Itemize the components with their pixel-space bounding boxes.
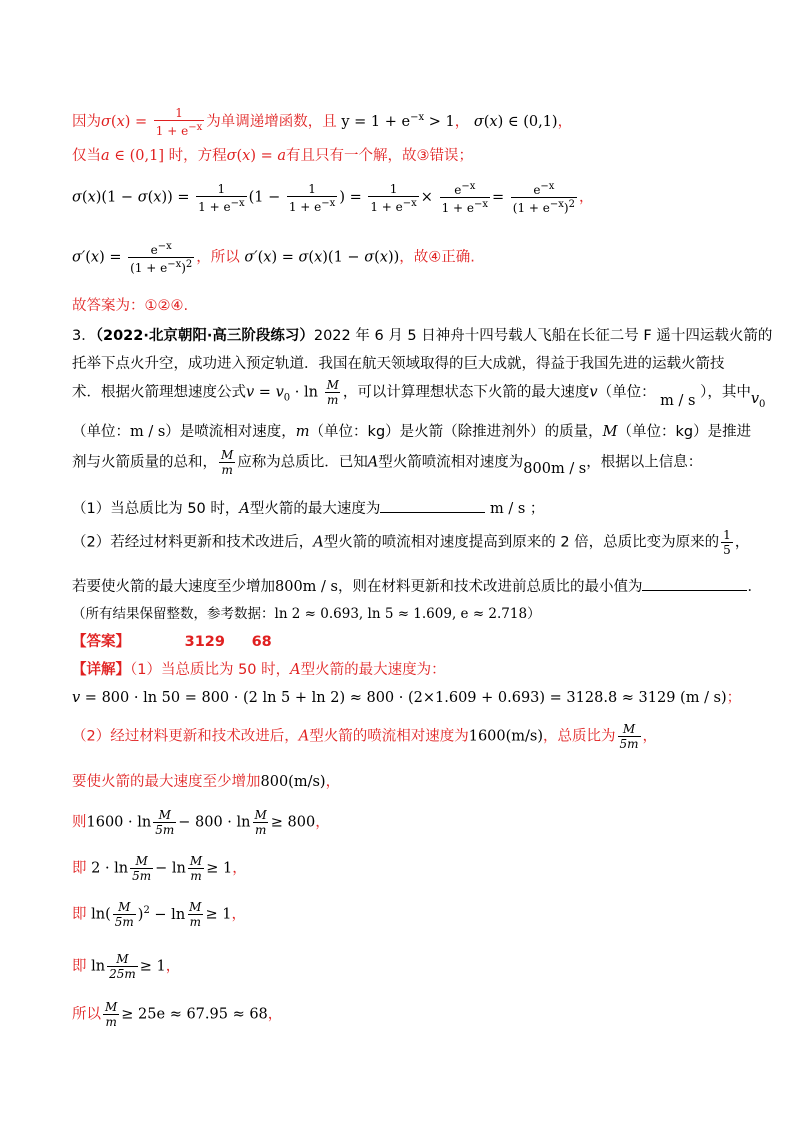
math: m / s [485,501,530,517]
text: 型火箭喷流相对速度为 [378,454,524,471]
math: 1600(m/s) [468,728,544,745]
math: ln 2 ≈ 0.693, ln 5 ≈ 1.609, e ≈ 2.718 [274,606,528,622]
math: σ′ [244,249,258,266]
math: σ [137,189,148,206]
math: v [246,384,255,401]
question-3-part-2 [72,528,750,564]
math: 0 [283,392,291,404]
text: （2）经过材料更新和技术改进后， [72,728,299,745]
question-3-part-2-cont [72,576,762,597]
text: ， [315,814,330,831]
text: （单位： [597,384,656,401]
text: （1）当总质比为 50 时， [72,501,240,517]
answer-label: 【答案】 [72,634,130,650]
math: x [87,189,96,206]
fraction: $\frac{M}{5m}$ [619,722,639,751]
fraction: $\frac{M}{m}$ [221,448,234,477]
math: 2 · ln [91,860,129,877]
text: ， [325,774,341,790]
math: A [290,662,301,678]
math: 800(m/s) [260,774,326,790]
question-3-line-1 [72,326,773,346]
math: $v_0$ [750,390,766,410]
text: ），其中 [700,384,751,401]
math: σ [72,189,82,206]
text: ， [267,1006,283,1023]
math: σ [298,249,309,266]
text: 应称为总质比．已知 [237,454,368,471]
math: ( [81,189,88,206]
text: 所以 [72,1006,101,1023]
math: ) = [124,114,148,130]
math: m [295,424,310,440]
fraction: $\frac{1}{5}$ [723,528,731,557]
math: v [275,384,284,401]
math: x [116,114,125,130]
math: × [420,189,433,206]
text: ， [231,906,246,923]
text: ，则在材料更新和技术改进前总质比的最小值为 [337,579,643,595]
fraction: $\frac{e^{-x}}{(1 + e^{-x})^2}$ [512,181,575,215]
fraction: $\frac{M}{m}$ [189,854,203,883]
detail-label: 【详解】 [72,662,130,678]
fraction: $\frac{M}{5m}$ [114,900,134,929]
text: 型火箭的最大速度为 [249,501,381,517]
question-source: （2022·北京朝阳·高三阶段练习） [95,328,314,344]
math: M [602,424,618,440]
fraction: $\frac{M}{m}$ [189,900,202,929]
text: （2）若经过材料更新和技术改进后， [72,534,314,551]
math: ( [85,249,91,266]
fraction: $\frac{1}{1 + e^{-x}}$ [198,181,245,214]
text: ）是喷流相对速度， [165,424,296,440]
fraction: $\frac{1}{1 + e^{-x}}$ [155,106,203,138]
text: 型火箭的最大速度为： [300,662,446,678]
solution-line-4 [72,240,728,280]
math: ( [257,249,264,266]
math: ) ∈ (0,1) [497,114,558,130]
text: ，根据以上信息： [586,454,703,471]
text: （1）当总质比为 50 时， [130,662,291,678]
math: v [589,384,598,401]
math: ∈ (0,1] [109,148,169,164]
math: A [239,501,250,517]
math: ln( [91,906,111,923]
text: 则 [72,814,87,831]
text: 2022 年 6 月 5 日神舟十四号载人飞船在长征二号 F 遥十四运载火箭的 [313,328,773,344]
detail-line-2 [72,688,742,708]
question-3-line-5 [72,448,728,482]
math: ( [483,114,490,130]
text: 有且只有一个解，故③错误； [286,148,474,164]
fraction: $\frac{M}{5m}$ [132,854,152,883]
math: $y = 1 + e^{-x} > 1$ [341,112,455,130]
answer-value-1: 3129 [184,634,225,650]
question-number: 3． [72,328,96,344]
text: 因为 [72,114,101,130]
text: ． [747,579,762,595]
fraction: $\frac{M}{5m}$ [155,808,175,837]
text: 若要使火箭的最大速度至少增加 [72,579,275,595]
math: x [242,148,251,164]
math: − ln [155,860,186,877]
detail-line-1 [72,660,728,680]
math: A [313,534,324,551]
answer-row [72,632,728,652]
text: ； [529,501,545,517]
math: 800m / s [523,460,587,477]
math: (1 − [248,189,281,206]
text: ， [578,189,594,206]
fraction: $\frac{1}{1 + e^{-x}}$ [288,181,336,214]
math: ( [308,249,315,266]
math: x [263,249,272,266]
fraction: $\frac{M}{25m}$ [109,952,136,981]
text: （单位：kg）是火箭（除推进剂外）的质量， [309,424,603,440]
text: ，总质比为 [543,728,616,745]
solution-line-3 [72,180,728,220]
detail-line-3 [72,722,728,758]
text: 型火箭的喷流相对速度为 [309,728,469,745]
math: σ [101,114,111,130]
math: a [277,148,287,164]
math: σ [473,114,484,130]
math: A [367,454,379,471]
math: m / s [655,392,701,409]
fraction: $\frac{e^{-x}}{(1 + e^{-x})^2}$ [130,241,193,275]
math: )(1 − [95,189,138,206]
text: 即 [72,906,87,923]
math: m / s [130,424,166,440]
math: = [492,189,505,206]
answer-blank-2[interactable] [642,576,747,591]
detail-line-9 [72,1000,728,1036]
math: − 800 · ln [178,814,251,831]
math: σ [364,249,375,266]
text: ，所以 [196,249,240,266]
math: v = 800 · ln 50 = 800 · (2 ln 5 + ln 2) ≈ 800 · (2×1.609 + 0.693) = 3128.8 ≈ 3129 (m / s) [72,690,727,706]
text: 即 [72,958,87,975]
text: ，故④正确. [399,249,475,266]
text: （所有结果保留整数，参考数据： [72,606,275,622]
math: )$^2$ − ln [137,904,186,923]
text: ， [454,114,470,130]
fraction: $\frac{M}{m}$ [105,1000,118,1029]
fraction: $\frac{M}{m}$ [326,378,339,407]
text: ， [232,860,247,877]
math: x [90,249,100,266]
text: 时，方程 [168,148,227,164]
math: ≥ 1 [139,958,166,975]
text: 为单调递增函数，且 [206,114,337,130]
math: ( [147,189,154,206]
math: ≥ 1 [205,906,232,923]
math: 800m / s [275,579,338,595]
fraction: $\frac{1}{1 + e^{-x}}$ [370,181,417,214]
math: )(1 − [322,249,365,266]
math: )) [387,249,400,266]
math: x [153,189,162,206]
text: ， [642,728,658,745]
text: 即 [72,860,87,877]
math: ) = [271,249,299,266]
text: 要使火箭的最大速度至少增加 [72,774,261,790]
text: 术．根据火箭理想速度公式 [72,384,246,401]
question-3-line-4 [72,422,752,442]
math: A [298,728,310,745]
math: 1600 · ln [86,814,152,831]
answer-blank-1[interactable] [380,498,485,513]
math: ≥ 1 [206,860,233,877]
detail-line-4 [72,772,728,792]
text: ， [165,958,181,975]
text: （单位： [72,424,130,440]
math: ) = [99,249,122,266]
math: σ′ [72,249,86,266]
math: x [489,114,498,130]
math: x [314,249,323,266]
math: ( [374,249,380,266]
math: ) = [339,189,362,206]
text: ， [734,534,750,551]
detail-line-8 [72,952,728,988]
fraction: $\frac{e^{-x}}{1 + e^{-x}}$ [441,181,489,215]
solution-line-2 [72,146,728,166]
question-3-note [72,604,728,624]
fraction: $\frac{M}{m}$ [254,808,267,837]
math: ≥ 800 [270,814,316,831]
question-3-line-3 [72,378,766,412]
text: （单位：kg）是推进 [617,424,752,440]
math: x [379,249,388,266]
text: 剂与火箭质量的总和， [72,454,217,471]
math: a [101,148,110,164]
math: ) = [250,148,278,164]
math: · ln [290,384,318,401]
text: ） [527,606,541,622]
question-3-part-1 [72,498,728,519]
detail-line-5 [72,808,728,844]
solution-line-1 [72,106,728,136]
text: ； [726,690,742,706]
question-3-line-2: 托举下点火升空，成功进入预定轨道．我国在航天领域取得的巨大成就，得益于我国先进的运载火箭技 [72,356,725,372]
math: = [254,384,276,401]
math: ln [91,958,106,975]
text: 仅当 [72,148,101,164]
text: 型火箭的喷流相对速度提高到原来的 2 倍，总质比变为原来的 [323,534,720,551]
math: σ [226,148,237,164]
detail-line-7 [72,900,728,940]
math: )) = [161,189,190,206]
math: ( [110,114,117,130]
math: ≥ 25e ≈ 67.95 ≈ 68 [121,1006,268,1023]
math: ( [236,148,243,164]
detail-line-6 [72,854,728,890]
answer-value-2: 68 [251,634,272,650]
text: ，可以计算理想状态下火箭的最大速度 [342,384,590,401]
answer-line: 故答案为：①②④. [72,298,189,314]
text: ， [557,114,573,130]
